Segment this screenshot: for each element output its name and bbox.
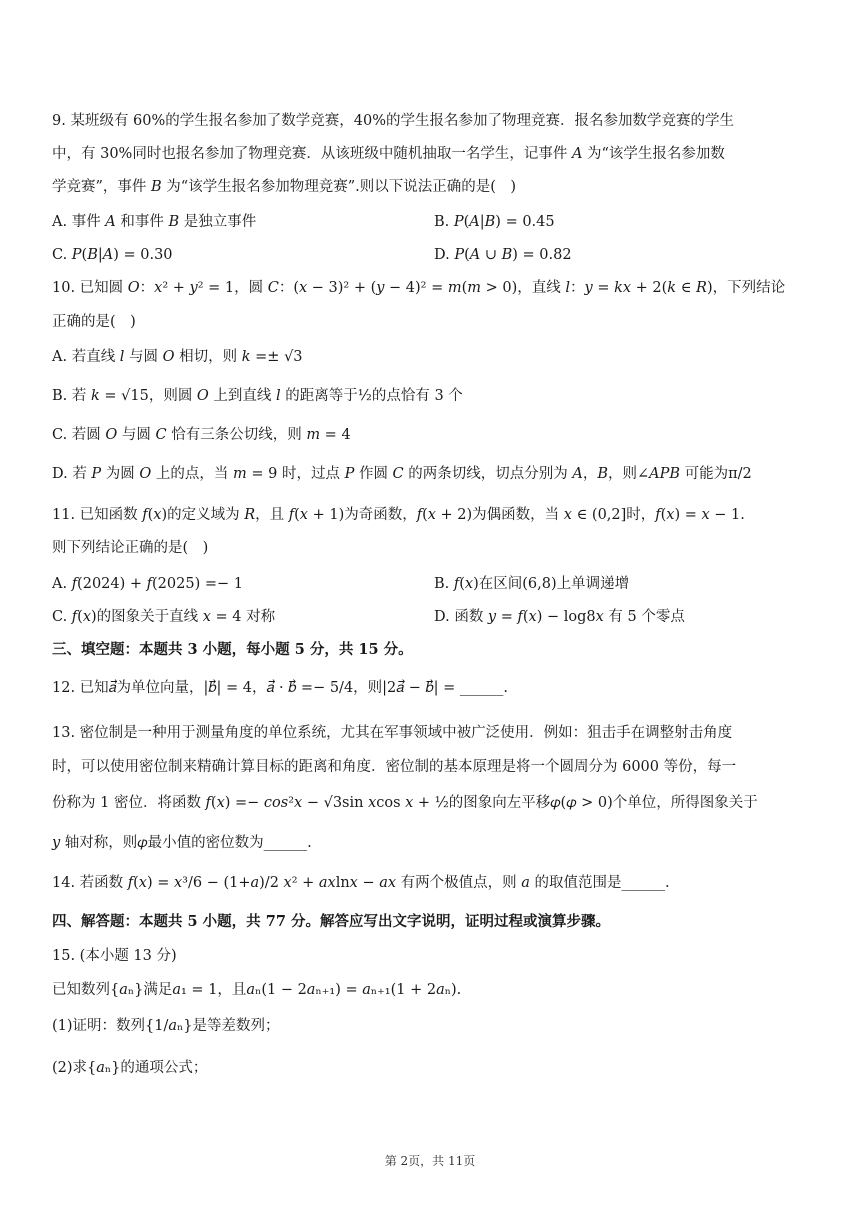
q10-option-b: B. 若 𝑘 = √15，则圆 𝑂 上到直线 𝑙 的距离等于½的点恰有 3 个 [52, 388, 463, 404]
q9-option-d: D. 𝑃(𝐴 ∪ 𝐵) = 0.82 [434, 247, 572, 263]
q14-line: 14. 若函数 𝑓(𝑥) = 𝑥³/6 − (1+𝑎)/2 𝑥² + 𝑎𝑥ln𝑥 − 𝑎𝑥 有两个极值点，则 𝑎 的取值范围是______. [52, 875, 670, 891]
q10-line-2: 正确的是( ) [52, 314, 136, 330]
q9-option-c: C. 𝑃(𝐵|𝐴) = 0.30 [52, 247, 173, 263]
q11-options-row-2 [52, 607, 685, 627]
q11-option-c: C. 𝑓(𝑥)的图象关于直线 𝑥 = 4 对称 [52, 609, 276, 625]
q11-options-row-1 [52, 574, 630, 594]
q11-option-b: B. 𝑓(𝑥)在区间(6,8)上单调递增 [434, 576, 630, 592]
q11-option-a: A. 𝑓(2024) + 𝑓(2025) =− 1 [52, 576, 243, 592]
q15-statement: 已知数列{𝑎ₙ}满足𝑎₁ = 1，且𝑎ₙ(1 − 2𝑎ₙ₊₁) = 𝑎ₙ₊₁(1 + 2𝑎ₙ). [52, 982, 462, 998]
q9-line-1: 9. 某班级有 60%的学生报名参加了数学竞赛，40%的学生报名参加了物理竞赛．报名参加数学竞赛的学生 [52, 113, 735, 129]
q13-line-2: 时，可以使用密位制来精确计算目标的距离和角度．密位制的基本原理是将一个圆周分为 6000 等份，每一 [52, 759, 737, 775]
q15-part-2: (2)求{𝑎ₙ}的通项公式； [52, 1060, 208, 1076]
page-footer: 第 2页，共 11页 [384, 1154, 476, 1168]
q12-line: 12. 已知𝑎⃗为单位向量，|𝑏⃗| = 4，𝑎⃗ · 𝑏⃗ =− 5/4，则|2𝑎⃗ − 𝑏⃗| = ______. [52, 680, 508, 696]
section-fill-in-heading: 三、填空题：本题共 3 小题，每小题 5 分，共 15 分。 [52, 641, 413, 658]
q13-line-4: 𝑦 轴对称，则𝜑最小值的密位数为______. [52, 835, 312, 851]
q11-line-2: 则下列结论正确的是( ) [52, 540, 209, 556]
q11-option-d: D. 函数 𝑦 = 𝑓(𝑥) − log8𝑥 有 5 个零点 [434, 609, 685, 625]
q15-title: 15. (本小题 13 分) [52, 948, 177, 964]
q9-line-3: 学竞赛”，事件 𝐵 为“该学生报名参加物理竞赛”.则以下说法正确的是( ) [52, 179, 517, 195]
q15-part-1: (1)证明：数列{1/𝑎ₙ}是等差数列； [52, 1018, 280, 1034]
q10-option-c: C. 若圆 𝑂 与圆 𝐶 恰有三条公切线，则 𝑚 = 4 [52, 427, 351, 443]
q11-line-1: 11. 已知函数 𝑓(𝑥)的定义域为 𝑅，且 𝑓(𝑥 + 1)为奇函数，𝑓(𝑥 + 2)为偶函数，当 𝑥 ∈ (0,2]时，𝑓(𝑥) = 𝑥 − 1. [52, 507, 745, 523]
q9-option-a: A. 事件 𝐴 和事件 𝐵 是独立事件 [52, 214, 257, 230]
q10-option-d: D. 若 𝑃 为圆 𝑂 上的点，当 𝑚 = 9 时，过点 𝑃 作圆 𝐶 的两条切线，切点分别为 𝐴，𝐵，则∠𝐴𝑃𝐵 可能为π/2 [52, 466, 752, 482]
q13-line-1: 13. 密位制是一种用于测量角度的单位系统，尤其在军事领域中被广泛使用．例如：狙击手在调整射击角度 [52, 725, 733, 741]
q9-options-row-1 [52, 212, 555, 232]
q10-option-a: A. 若直线 𝑙 与圆 𝑂 相切，则 𝑘 =± √3 [52, 349, 303, 365]
q13-line-3: 份称为 1 密位．将函数 𝑓(𝑥) =− 𝑐𝑜𝑠²𝑥 − √3sin 𝑥cos 𝑥 + ½的图象向左平移𝜑(𝜑 > 0)个单位，所得图象关于 [52, 795, 758, 811]
q9-line-2: 中，有 30%同时也报名参加了物理竞赛．从该班级中随机抽取一名学生，记事件 𝐴 为“该学生报名参加数 [52, 146, 725, 162]
q10-line-1: 10. 已知圆 𝑂：𝑥² + 𝑦² = 1，圆 𝐶：(𝑥 − 3)² + (𝑦 − 4)² = 𝑚(𝑚 > 0)，直线 𝑙：𝑦 = 𝑘𝑥 + 2(𝑘 ∈ 𝑅)，下列结论 [52, 280, 786, 296]
q9-option-b: B. 𝑃(𝐴|𝐵) = 0.45 [434, 214, 555, 230]
section-answer-heading: 四、解答题：本题共 5 小题，共 77 分。解答应写出文字说明，证明过程或演算步骤。 [52, 913, 610, 930]
q9-options-row-2 [52, 245, 572, 265]
